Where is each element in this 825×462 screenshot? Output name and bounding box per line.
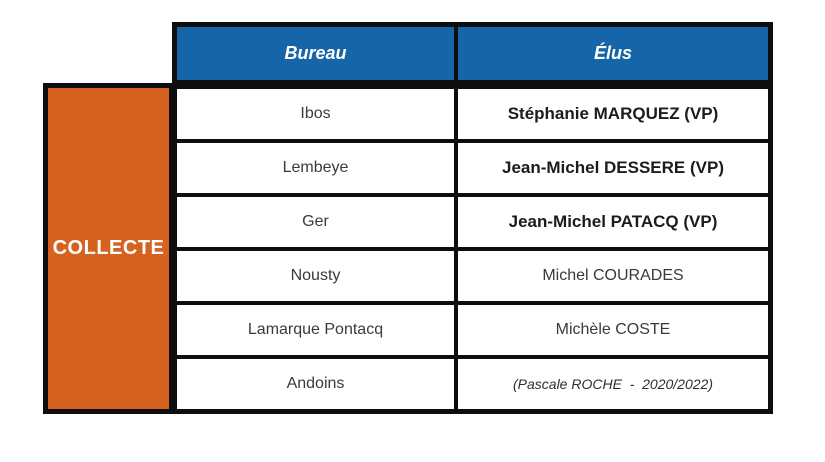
table-row	[177, 359, 768, 409]
elu-cell: Stéphanie MARQUEZ (VP)	[507, 104, 719, 123]
elu-cell: Michel COURADES	[542, 267, 684, 284]
bureau-cell: Andoins	[177, 359, 458, 409]
table-row	[177, 197, 768, 251]
bureau-cell: Ibos	[177, 89, 458, 139]
bureau-cell: Lembeye	[177, 143, 458, 193]
table-row	[177, 89, 768, 143]
bureau-cell: Lamarque Pontacq	[177, 305, 458, 355]
bureau-cell: Ger	[177, 197, 458, 247]
elu-note-cell: (Pascale ROCHE - 2020/2022)	[513, 376, 713, 392]
table-body	[172, 84, 773, 414]
bureau-cell: Nousty	[177, 251, 458, 301]
column-header-bureau: Bureau	[177, 27, 458, 80]
table-row	[177, 143, 768, 197]
elu-cell: Jean-Michel PATACQ (VP)	[508, 212, 718, 231]
table-row	[177, 305, 768, 359]
column-header-elus: Élus	[593, 43, 632, 63]
table-row	[177, 251, 768, 305]
elu-cell: Jean-Michel DESSERE (VP)	[501, 158, 724, 177]
row-group-label-collecte: COLLECTE	[43, 83, 174, 414]
elu-cell: Michèle COSTE	[555, 321, 671, 338]
table-header-row	[172, 22, 773, 85]
